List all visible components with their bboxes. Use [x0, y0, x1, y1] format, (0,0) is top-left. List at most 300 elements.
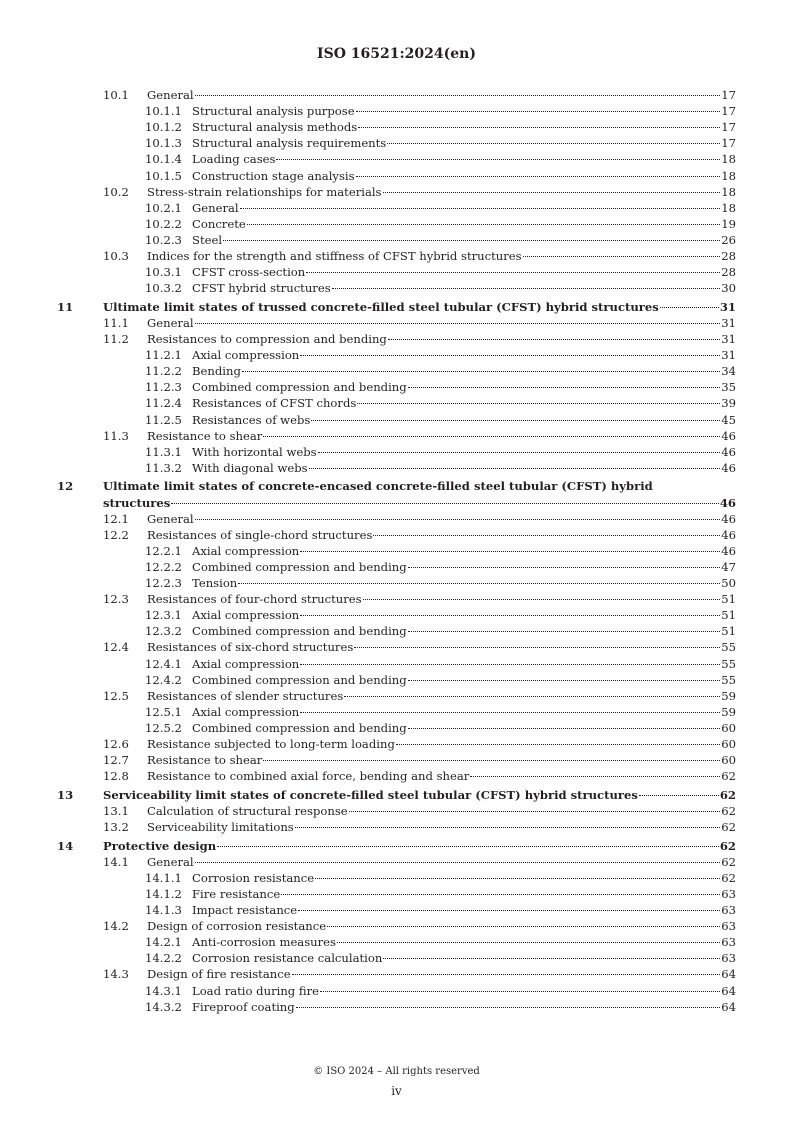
toc-entry[interactable]: [0, 151, 793, 167]
toc-entry[interactable]: [0, 656, 793, 672]
toc-entry-line: [147, 248, 736, 264]
toc-entry-line: [147, 331, 736, 347]
toc-entry-title: Structural analysis purpose: [192, 104, 355, 119]
toc-entry[interactable]: [0, 639, 793, 655]
toc-entry-page: 17: [721, 104, 736, 119]
toc-entry[interactable]: [0, 135, 793, 151]
toc-entry[interactable]: [0, 886, 793, 902]
toc-entry-line: [192, 607, 736, 623]
toc-entry-line: [192, 395, 736, 411]
toc-entry-page: 59: [721, 704, 736, 719]
toc-entry[interactable]: [0, 184, 793, 200]
toc-entry-page: 34: [721, 364, 736, 379]
toc-entry-line: [192, 575, 736, 591]
toc-entry[interactable]: [0, 511, 793, 527]
dot-leader: [195, 323, 721, 324]
toc-entry-number: 11.2.1: [145, 348, 182, 363]
dot-leader: [373, 535, 720, 536]
toc-entry[interactable]: [0, 363, 793, 379]
toc-entry-page: 62: [721, 854, 736, 869]
toc-entry-title: Structural analysis requirements: [192, 136, 387, 151]
toc-entry-title: Ultimate limit states of trussed concrete-filled steel tubular (CFST) hybrid structures: [103, 299, 659, 314]
toc-entry-title: Impact resistance: [192, 903, 298, 917]
toc-entry-line: [103, 299, 736, 315]
toc-entry-page: 17: [721, 120, 736, 135]
toc-entry[interactable]: [0, 232, 793, 248]
toc-entry[interactable]: [0, 87, 793, 103]
toc-entry-line: [192, 135, 736, 151]
toc-entry-number: 11.2.4: [145, 396, 182, 411]
toc-entry-page: 45: [721, 412, 736, 427]
dot-leader: [358, 127, 720, 128]
toc-entry-page: 17: [721, 136, 736, 151]
toc-entry-page: 46: [721, 527, 736, 542]
dot-leader: [242, 371, 720, 372]
dot-leader: [300, 712, 720, 713]
toc-entry-line: [147, 803, 736, 819]
dot-leader: [281, 894, 720, 895]
toc-entry-page: 63: [721, 951, 736, 966]
toc-entry-number: 10.1.2: [145, 120, 182, 135]
dot-leader: [327, 926, 720, 927]
toc-entry-line: [192, 444, 736, 460]
toc-entry-number: 14: [57, 838, 74, 853]
toc-entry[interactable]: [0, 478, 793, 494]
dot-leader: [195, 519, 721, 520]
toc-entry-number: 10.1.4: [145, 152, 182, 167]
dot-leader: [318, 452, 721, 453]
toc-entry[interactable]: [0, 168, 793, 184]
toc-entry-page: 60: [721, 737, 736, 751]
toc-entry[interactable]: [0, 736, 793, 752]
toc-entry-number: 14.3.1: [145, 983, 182, 998]
toc-entry[interactable]: [0, 803, 793, 819]
toc-entry-line: [192, 623, 736, 639]
dot-leader: [349, 811, 721, 812]
dot-leader: [223, 240, 720, 241]
toc-entry-title: Indices for the strength and stiffness of CFST hybrid structures: [147, 249, 522, 263]
toc-entry-line: [147, 819, 736, 835]
dot-leader: [523, 256, 721, 257]
toc-entry-number: 11.3: [103, 428, 129, 443]
toc-entry-page: 55: [721, 672, 736, 687]
toc-entry[interactable]: [0, 315, 793, 331]
dot-leader: [247, 224, 721, 225]
toc-entry-line: [147, 752, 736, 768]
toc-entry-title: Load ratio during fire: [192, 983, 320, 998]
toc-entry-number: 10.1: [103, 88, 129, 102]
dot-leader: [388, 339, 720, 340]
dot-leader: [383, 192, 721, 193]
toc-entry-number: 11: [57, 299, 74, 314]
dot-leader: [300, 615, 720, 616]
toc-entry-title: With horizontal webs: [192, 444, 317, 459]
toc-entry[interactable]: [0, 999, 793, 1015]
toc-entry-number: 12: [57, 479, 74, 494]
toc-entry-number: 10.3.1: [145, 265, 182, 280]
toc-entry-title: Stress-strain relationships for materials: [147, 184, 382, 199]
toc-entry[interactable]: [0, 395, 793, 411]
toc-entry-number: 12.4.2: [145, 672, 182, 687]
dot-leader: [295, 827, 720, 828]
toc-entry-number: 12.5.2: [145, 720, 182, 735]
toc-entry-number: 12.7: [103, 753, 129, 768]
dot-leader: [357, 403, 720, 404]
toc-entry[interactable]: [0, 428, 793, 444]
toc-entry-title: Serviceability limit states of concrete-filled steel tubular (CFST) hybrid structures: [103, 787, 638, 802]
toc-entry-title: Protective design: [103, 838, 217, 853]
toc-entry-line: [192, 720, 736, 736]
toc-entry-number: 12.1: [103, 511, 129, 526]
toc-entry-number: 10.2.3: [145, 232, 182, 247]
toc-entry[interactable]: [0, 787, 793, 803]
toc-entry-number: 10.1.1: [145, 104, 182, 119]
toc-entry[interactable]: [0, 264, 793, 280]
toc-entry-page: 62: [719, 838, 736, 853]
toc-entry[interactable]: [0, 412, 793, 428]
toc-entry-page: 59: [721, 688, 736, 703]
toc-entry-line: [147, 315, 736, 331]
dot-leader: [383, 958, 720, 959]
dot-leader: [195, 862, 721, 863]
toc-entry-page: 18: [721, 168, 736, 183]
toc-entry-title: Resistance subjected to long-term loading: [147, 737, 395, 751]
toc-entry-page: 19: [721, 216, 736, 231]
dot-leader: [171, 503, 719, 504]
toc-entry-title: Ultimate limit states of concrete-encased concrete-filled steel tubular (CFST) hybrid: [103, 479, 653, 494]
toc-entry-page: 28: [721, 265, 736, 280]
toc-entry-number: 12.2.1: [145, 543, 182, 558]
toc-entry-page: 50: [721, 576, 736, 590]
toc-entry-title: Structural analysis methods: [192, 120, 358, 135]
toc-entry-line: [192, 200, 736, 216]
toc-entry[interactable]: [0, 460, 793, 476]
footer-copyright: © ISO 2024 – All rights reserved: [313, 1066, 480, 1077]
toc-entry-line: [147, 184, 736, 200]
toc-entry-page: 62: [721, 803, 736, 818]
dot-leader: [344, 696, 720, 697]
toc-entry-line: [192, 559, 736, 575]
toc-entry[interactable]: [0, 103, 793, 119]
toc-entry-title: General: [192, 200, 239, 215]
toc-entry-page: 18: [721, 152, 736, 167]
toc-entry[interactable]: [0, 444, 793, 460]
toc-entry[interactable]: [0, 495, 793, 511]
toc-entry-number: 14.1: [103, 854, 129, 869]
toc-entry-line: [192, 347, 736, 363]
dot-leader: [276, 159, 720, 160]
toc-entry-number: 10.1.3: [145, 136, 182, 151]
toc-entry-line: [192, 103, 736, 119]
toc-entry-number: 11.3.1: [145, 444, 182, 459]
toc-entry-page: 18: [721, 200, 736, 215]
toc-entry-line: [192, 934, 736, 950]
toc-entry-line: [192, 656, 736, 672]
toc-entry-number: 12.4.1: [145, 656, 182, 671]
toc-entry-number: 14.3: [103, 967, 129, 982]
toc-entry[interactable]: [0, 672, 793, 688]
dot-leader: [332, 288, 721, 289]
toc-entry-title: Resistances of six-chord structures: [147, 640, 354, 655]
toc-entry-page: 28: [721, 249, 736, 263]
dot-leader: [292, 974, 721, 975]
dot-leader: [356, 111, 721, 112]
toc-entry-title: Serviceability limitations: [147, 820, 294, 834]
toc-entry-line: [192, 280, 736, 296]
toc-entry[interactable]: [0, 704, 793, 720]
toc-entry-title: Combined compression and bending: [192, 624, 407, 639]
toc-entry[interactable]: [0, 934, 793, 950]
toc-entry-number: 14.1.3: [145, 903, 182, 917]
toc-entry-number: 10.1.5: [145, 168, 182, 183]
toc-entry[interactable]: [0, 752, 793, 768]
toc-entry-number: 14.3.2: [145, 999, 182, 1014]
dot-leader: [315, 878, 720, 879]
toc-entry-line: [147, 639, 736, 655]
toc-entry-line: [192, 902, 736, 918]
toc-entry-title: Design of fire resistance: [147, 967, 291, 982]
toc-entry[interactable]: [0, 688, 793, 704]
toc-entry-page: 39: [721, 396, 736, 411]
toc-entry-title: Fireproof coating: [192, 999, 295, 1014]
toc-entry-page: 46: [719, 495, 736, 510]
toc-entry-number: 13.2: [103, 820, 129, 834]
toc-entry[interactable]: [0, 575, 793, 591]
toc-entry-number: 12.5: [103, 688, 129, 703]
dot-leader: [306, 272, 720, 273]
toc-entry-title: Resistances of webs: [192, 412, 311, 427]
toc-entry-line: [192, 886, 736, 902]
toc-entry-line: [147, 527, 736, 543]
toc-entry-page: 31: [721, 332, 736, 346]
toc-entry-page: 31: [719, 299, 736, 314]
toc-entry-number: 12.4: [103, 640, 129, 655]
toc-entry-page: 62: [721, 820, 736, 834]
toc-entry[interactable]: [0, 119, 793, 135]
toc-entry-page: 35: [721, 380, 736, 395]
toc-entry-page: 64: [721, 967, 736, 982]
toc-entry-page: 47: [721, 559, 736, 574]
toc-entry-title: With diagonal webs: [192, 460, 308, 475]
toc-entry-number: 11.2.3: [145, 380, 182, 395]
toc-entry[interactable]: [0, 200, 793, 216]
toc-entry-title: Steel: [192, 232, 223, 247]
toc-entry-line: [147, 736, 736, 752]
dot-leader: [356, 176, 721, 177]
toc-entry-title: General: [147, 315, 194, 330]
toc-entry-title: Resistances of slender structures: [147, 688, 344, 703]
toc-entry-title: Axial compression: [192, 608, 300, 623]
toc-entry[interactable]: [0, 280, 793, 296]
dot-leader: [309, 468, 721, 469]
toc-entry[interactable]: [0, 607, 793, 623]
toc-entry-number: 11.1: [103, 315, 129, 330]
toc-entry-page: 64: [721, 983, 736, 998]
toc-entry-title: General: [147, 854, 194, 869]
toc-entry-line: [192, 704, 736, 720]
toc-entry-line: [147, 591, 736, 607]
toc-entry-number: 10.3.2: [145, 281, 182, 296]
toc-entry[interactable]: [0, 216, 793, 232]
dot-leader: [408, 631, 721, 632]
toc-entry-line: [192, 672, 736, 688]
toc-entry-line: [147, 768, 736, 784]
toc-entry[interactable]: [0, 623, 793, 639]
toc-entry[interactable]: [0, 918, 793, 934]
toc-entry[interactable]: [0, 527, 793, 543]
toc-entry-number: 11.2.5: [145, 412, 182, 427]
toc-entry-line: [147, 688, 736, 704]
toc-entry-page: 63: [721, 886, 736, 901]
toc-entry-page: 51: [721, 624, 736, 639]
toc-entry-number: 13.1: [103, 803, 129, 818]
toc-entry[interactable]: [0, 299, 793, 315]
toc-entry[interactable]: [0, 838, 793, 854]
toc-entry-page: 46: [721, 428, 736, 443]
toc-entry-number: 11.2.2: [145, 364, 182, 379]
dot-leader: [408, 387, 721, 388]
toc-entry-number: 12.3: [103, 592, 129, 607]
toc-entry-number: 14.2.2: [145, 951, 182, 966]
toc-entry[interactable]: [0, 720, 793, 736]
toc-entry-line: [147, 511, 736, 527]
toc-entry-number: 10.3: [103, 249, 129, 263]
dot-leader: [217, 846, 719, 847]
toc-entry[interactable]: [0, 870, 793, 886]
toc-entry-line: [147, 918, 736, 934]
dot-leader: [240, 208, 721, 209]
toc-entry-number: 11.3.2: [145, 460, 182, 475]
toc-entry-title: Combined compression and bending: [192, 559, 407, 574]
dot-leader: [354, 647, 720, 648]
toc-entry-number: 12.2: [103, 527, 129, 542]
toc-entry-page: 30: [721, 281, 736, 296]
toc-entry-number: 10.2.2: [145, 216, 182, 231]
toc-entry-line: [147, 87, 736, 103]
toc-entry-title: Resistances of four-chord structures: [147, 592, 362, 607]
toc-entry-line: [192, 870, 736, 886]
toc-entry[interactable]: [0, 559, 793, 575]
toc-entry-page: 46: [721, 444, 736, 459]
toc-entry-title: Resistance to shear: [147, 753, 263, 768]
toc-entry-line: [192, 264, 736, 280]
toc-entry-number: 13: [57, 787, 74, 802]
toc-entry-page: 17: [721, 88, 736, 102]
toc-entry-line: [192, 119, 736, 135]
toc-entry-line: [192, 950, 736, 966]
toc-entry-page: 51: [721, 608, 736, 623]
dot-leader: [387, 143, 720, 144]
toc-entry-line: [192, 168, 736, 184]
toc-entry-title: CFST hybrid structures: [192, 281, 331, 296]
toc-entry-number: 14.1.1: [145, 870, 182, 885]
toc-entry-number: 11.2: [103, 332, 129, 346]
dot-leader: [311, 420, 720, 421]
toc-entry-title: Resistances of CFST chords: [192, 396, 357, 411]
toc-entry-title: Axial compression: [192, 656, 300, 671]
toc-entry-line: [103, 495, 736, 511]
toc-entry[interactable]: [0, 966, 793, 982]
dot-leader: [238, 583, 720, 584]
toc-entry-title: structures: [103, 495, 171, 510]
toc-entry-number: 14.2: [103, 919, 129, 934]
dot-leader: [300, 664, 720, 665]
toc-entry[interactable]: [0, 950, 793, 966]
dot-leader: [337, 942, 720, 943]
toc-entry[interactable]: [0, 768, 793, 784]
toc-entry-title: Fire resistance: [192, 886, 281, 901]
toc-entry-title: General: [147, 88, 194, 102]
toc-entry[interactable]: [0, 983, 793, 999]
dot-leader: [298, 910, 720, 911]
dot-leader: [470, 776, 720, 777]
toc-entry[interactable]: [0, 902, 793, 918]
toc-entry-page: 46: [721, 511, 736, 526]
toc-entry-number: 12.6: [103, 737, 129, 751]
toc-entry-title: Axial compression: [192, 348, 300, 363]
toc-entry[interactable]: [0, 854, 793, 870]
dot-leader: [408, 567, 721, 568]
toc-entry-number: 10.2: [103, 184, 129, 199]
toc-entry-title: Loading cases: [192, 152, 276, 167]
toc-entry-page: 62: [719, 787, 736, 802]
dot-leader: [300, 551, 720, 552]
toc-entry-line: [192, 543, 736, 559]
toc-entry-title: Corrosion resistance: [192, 870, 315, 885]
dot-leader: [296, 1007, 721, 1008]
toc-entry-page: 60: [721, 720, 736, 735]
toc-entry-line: [147, 966, 736, 982]
toc-entry-title: General: [147, 511, 194, 526]
toc-entry[interactable]: [0, 543, 793, 559]
toc-entry[interactable]: [0, 347, 793, 363]
toc-entry[interactable]: [0, 819, 793, 835]
toc-entry-line: [192, 412, 736, 428]
toc-entry-page: 62: [721, 769, 736, 784]
dot-leader: [263, 760, 720, 761]
toc-entry-line: [192, 999, 736, 1015]
dot-leader: [639, 795, 719, 796]
toc-entry-title: Combined compression and bending: [192, 720, 407, 735]
toc-entry-page: 63: [721, 903, 736, 917]
toc-entry-title: Concrete: [192, 216, 246, 231]
toc-entry-title: Corrosion resistance calculation: [192, 951, 383, 966]
toc-entry-title: Resistance to combined axial force, bending and shear: [147, 769, 470, 784]
toc-entry-title: Calculation of structural response: [147, 803, 348, 818]
toc-entry-line: [103, 787, 736, 803]
toc-entry-title: Axial compression: [192, 543, 300, 558]
toc-entry-page: 62: [721, 870, 736, 885]
toc-entry-page: 18: [721, 184, 736, 199]
toc-entry-number: 12.5.1: [145, 704, 182, 719]
dot-leader: [408, 728, 721, 729]
page-header: ISO 16521:2024(en): [317, 46, 476, 62]
toc-entry-page: 63: [721, 919, 736, 934]
toc-entry[interactable]: [0, 248, 793, 264]
toc-entry[interactable]: [0, 331, 793, 347]
dot-leader: [396, 744, 720, 745]
toc-entry-page: 60: [721, 753, 736, 768]
toc-entry[interactable]: [0, 379, 793, 395]
toc-entry-page: 64: [721, 999, 736, 1014]
toc-entry-page: 63: [721, 935, 736, 950]
toc-entry-title: Construction stage analysis: [192, 168, 355, 183]
toc-entry[interactable]: [0, 591, 793, 607]
toc-entry-number: 10.2.1: [145, 200, 182, 215]
toc-entry-page: 55: [721, 656, 736, 671]
toc-entry-page: 31: [721, 348, 736, 363]
toc-entry-number: 14.2.1: [145, 935, 182, 950]
